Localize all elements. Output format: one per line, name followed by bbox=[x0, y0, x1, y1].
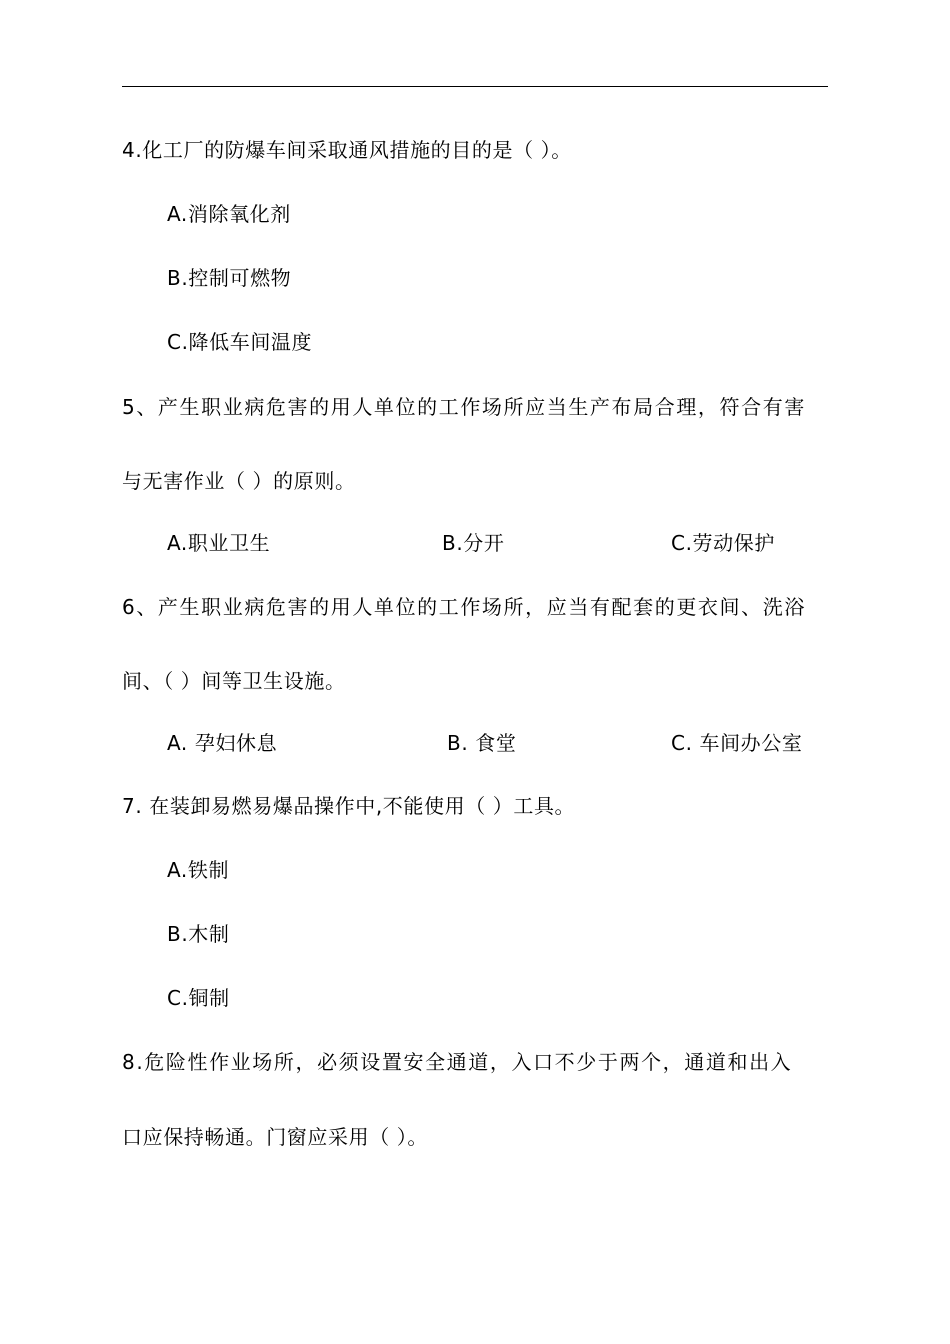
question-8-stem-line-1: 8.危险性作业场所，必须设置安全通道，入口不少于两个，通道和出入 bbox=[122, 1050, 793, 1074]
question-6-stem-line-1: 6、产生职业病危害的用人单位的工作场所，应当有配套的更衣间、洗浴 bbox=[122, 595, 806, 619]
question-4-option-a: A.消除氧化剂 bbox=[167, 202, 291, 226]
question-6-option-b: B. 食堂 bbox=[447, 731, 517, 755]
question-6-option-c: C. 车间办公室 bbox=[671, 731, 803, 755]
question-6-stem-line-2: 间、（ ）间等卫生设施。 bbox=[122, 669, 346, 693]
question-7-option-b: B.木制 bbox=[167, 922, 230, 946]
question-5-option-b: B.分开 bbox=[442, 531, 505, 555]
header-rule bbox=[122, 86, 828, 87]
question-5-stem-line-1: 5、产生职业病危害的用人单位的工作场所应当生产布局合理，符合有害 bbox=[122, 395, 806, 419]
question-7-option-c: C.铜制 bbox=[167, 986, 230, 1010]
question-5-stem-line-2: 与无害作业（ ）的原则。 bbox=[122, 469, 356, 493]
question-5-option-c: C.劳动保护 bbox=[671, 531, 775, 555]
question-5-option-a: A.职业卫生 bbox=[167, 531, 271, 555]
question-7-option-a: A.铁制 bbox=[167, 858, 230, 882]
question-7-stem: 7. 在装卸易燃易爆品操作中,不能使用（ ）工具。 bbox=[122, 794, 576, 818]
question-8-stem-line-2: 口应保持畅通。门窗应采用（ ）。 bbox=[122, 1125, 428, 1149]
question-4-option-b: B.控制可燃物 bbox=[167, 266, 292, 290]
question-4-stem: 4.化工厂的防爆车间采取通风措施的目的是（ ）。 bbox=[122, 138, 572, 162]
question-6-option-a: A. 孕妇休息 bbox=[167, 731, 278, 755]
question-4-option-c: C.降低车间温度 bbox=[167, 330, 313, 354]
